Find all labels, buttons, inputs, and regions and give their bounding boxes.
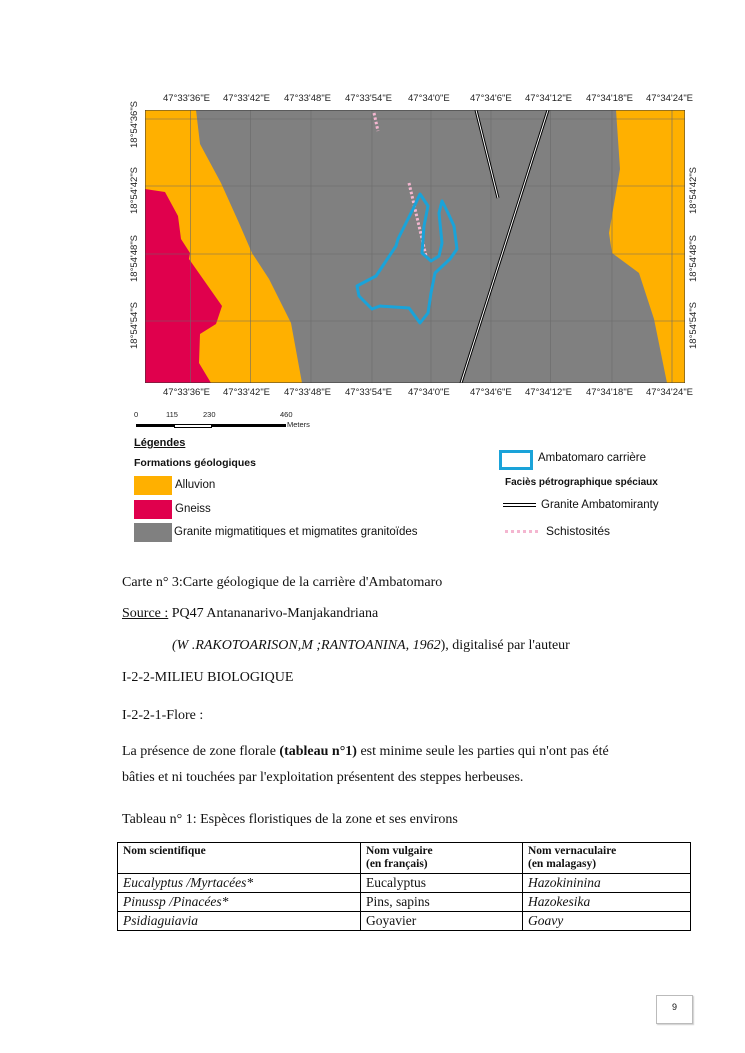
lon-label: 47°34'6"E xyxy=(470,93,512,104)
scientific-name: Eucalyptus /Myrtacées* xyxy=(123,875,254,890)
scale-unit: Meters xyxy=(287,420,310,429)
paragraph-line: bâties et ni touchées par l'exploitation présentent des steppes herbeuses. xyxy=(122,770,524,785)
table-row xyxy=(118,912,691,931)
page-number: 9 xyxy=(656,995,693,1024)
lon-label: 47°33'54"E xyxy=(345,387,393,398)
para-text: est minime seule les parties qui n'ont pas été xyxy=(356,744,609,759)
lon-label: 47°34'6"E xyxy=(470,387,512,398)
lon-label: 47°33'42"E xyxy=(223,93,271,104)
legend-granite: Granite migmatitiques et migmatites granitoïdes xyxy=(174,526,418,538)
lon-label: 47°33'36"E xyxy=(163,93,211,104)
lat-label: 18°54'54"S xyxy=(129,301,140,349)
scientific-name: Pinussp /Pinacées* xyxy=(123,894,229,909)
lon-label: 47°34'24"E xyxy=(646,387,694,398)
lat-label: 18°54'54"S xyxy=(688,301,699,349)
authors-rest: ), digitalisé par l'auteur xyxy=(440,638,570,653)
scale-tick: 460 xyxy=(280,410,293,419)
vernacular-name: Hazokesika xyxy=(528,894,591,909)
schist-swatch xyxy=(505,530,538,533)
source-value: PQ47 Antananarivo-Manjakandriana xyxy=(168,606,379,621)
formations-title: Formations géologiques xyxy=(134,457,256,469)
lat-label: 18°54'42"S xyxy=(688,166,699,214)
header-common: Nom vulgaire (en français) xyxy=(361,843,523,874)
vernacular-name: Hazokininina xyxy=(528,875,601,890)
source-label: Source : xyxy=(122,606,169,621)
lon-label: 47°34'0"E xyxy=(408,387,450,398)
authors-line xyxy=(172,638,570,654)
lon-label: 47°34'18"E xyxy=(586,387,634,398)
scale-tick: 0 xyxy=(134,410,139,419)
lat-label: 18°54'36"S xyxy=(129,100,140,148)
table-row xyxy=(118,874,691,893)
lat-label: 18°54'48"S xyxy=(688,234,699,282)
lat-label: 18°54'48"S xyxy=(129,234,140,282)
geological-map xyxy=(145,110,685,383)
lon-label: 47°34'12"E xyxy=(525,93,573,104)
header-vernacular: Nom vernaculaire (en malagasy) xyxy=(523,843,691,874)
table-header-row xyxy=(118,843,691,874)
flora-table xyxy=(117,842,691,931)
legend-alluvion: Alluvion xyxy=(175,479,216,491)
section-heading: I-2-2-MILIEU BIOLOGIQUE xyxy=(122,670,294,685)
vernacular-name: Goavy xyxy=(528,913,564,928)
scale-tick: 115 xyxy=(166,410,178,419)
lon-label: 47°34'24"E xyxy=(646,93,694,104)
authors: (W .RAKOTOARISON,M ;RANTOANINA, 1962 xyxy=(172,638,441,653)
table-reference: (tableau n°1) xyxy=(279,744,357,759)
legend-schist: Schistosités xyxy=(546,524,611,538)
lon-label: 47°33'54"E xyxy=(345,93,393,104)
lon-label: 47°33'36"E xyxy=(163,387,211,398)
table-row xyxy=(118,893,691,912)
common-name: Goyavier xyxy=(361,912,523,931)
granite-swatch xyxy=(134,523,172,542)
lat-label: 18°54'42"S xyxy=(129,166,140,214)
gneiss-swatch xyxy=(134,500,172,519)
map-caption: Carte n° 3:Carte géologique de la carrière d'Ambatomaro xyxy=(122,575,443,590)
lon-label: 47°34'18"E xyxy=(586,93,634,104)
scientific-name: Psidiaguiavia xyxy=(123,913,198,928)
para-text: La présence de zone florale xyxy=(122,744,280,759)
lon-label: 47°33'48"E xyxy=(284,387,332,398)
lon-label: 47°33'48"E xyxy=(284,93,332,104)
scale-tick: 230 xyxy=(203,410,216,419)
paragraph-line xyxy=(122,744,609,760)
subsection-heading: I-2-2-1-Flore : xyxy=(122,708,204,723)
alluvion-swatch xyxy=(134,476,172,495)
lon-label: 47°33'42"E xyxy=(223,387,271,398)
legend-title: Légendes xyxy=(134,437,186,449)
header-scientific: Nom scientifique xyxy=(118,843,361,874)
facies-title: Faciès pétrographique spéciaux xyxy=(505,477,658,488)
quarry-swatch xyxy=(499,450,533,470)
source-line xyxy=(122,606,378,622)
lon-label: 47°34'0"E xyxy=(408,93,450,104)
legend-gneiss: Gneiss xyxy=(175,503,211,515)
lon-label: 47°34'12"E xyxy=(525,387,573,398)
common-name: Eucalyptus xyxy=(361,874,523,893)
granite-line-swatch xyxy=(503,503,536,507)
table-caption: Tableau n° 1: Espèces floristiques de la zone et ses environs xyxy=(122,812,458,827)
common-name: Pins, sapins xyxy=(361,893,523,912)
legend-granite-line: Granite Ambatomiranty xyxy=(541,499,659,511)
legend-quarry: Ambatomaro carrière xyxy=(538,452,647,464)
